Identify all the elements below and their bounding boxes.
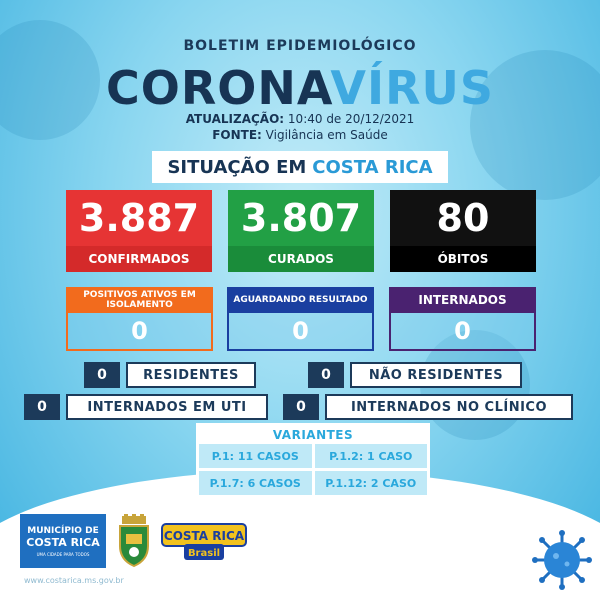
source-line [0, 128, 600, 142]
deaths-card [390, 190, 536, 272]
deaths-label: ÓBITOS [390, 246, 536, 272]
variants-title: VARIANTES [272, 428, 354, 442]
clinical-count: 0 [283, 394, 319, 420]
situation-banner [152, 151, 448, 183]
municipality-slogan: UMA CIDADE PARA TODOS [36, 551, 90, 557]
residents-pill [84, 361, 256, 389]
awaiting-label: AGUARDANDO RESULTADO [227, 287, 374, 313]
variant-item: P.1.12: 2 CASO [315, 471, 428, 495]
virus-icon [530, 528, 594, 592]
municipality-line2: COSTA RICA [26, 535, 100, 549]
recovered-card [228, 190, 374, 272]
isolation-card [66, 287, 213, 351]
bulletin-subtitle: BOLETIM EPIDEMIOLÓGICO [183, 38, 417, 54]
source-label: FONTE: [212, 128, 262, 142]
page-title [0, 60, 600, 116]
website-link[interactable]: www.costarica.ms.gov.br [24, 576, 124, 585]
confirmed-card [66, 190, 212, 272]
title-part-corona: CORONA [106, 61, 331, 115]
hospitalized-value: 0 [389, 313, 536, 351]
residents-label: RESIDENTES [126, 362, 256, 388]
recovered-value: 3.807 [228, 190, 374, 246]
update-value: 10:40 de 20/12/2021 [287, 112, 415, 126]
variant-item: P.1.2: 1 CASO [315, 444, 428, 468]
update-line [0, 112, 600, 126]
variant-item: P.1: 11 CASOS [199, 444, 312, 468]
awaiting-value: 0 [227, 313, 374, 351]
brand-line1: COSTA RICA [163, 529, 245, 543]
icu-label: INTERNADOS EM UTI [66, 394, 268, 420]
variant-item: P.1.7: 6 CASOS [199, 471, 312, 495]
update-label: ATUALIZAÇÃO: [185, 112, 285, 126]
hospitalized-label: INTERNADOS [389, 287, 536, 313]
variants-box [196, 423, 430, 499]
deaths-value: 80 [390, 190, 536, 246]
hospitalized-card [389, 287, 536, 351]
residents-count: 0 [84, 362, 120, 388]
municipality-line1: MUNICÍPIO DE [27, 525, 99, 536]
situation-prefix: SITUAÇÃO EM [167, 156, 307, 178]
situation-place: COSTA RICA [312, 156, 433, 178]
non-residents-label: NÃO RESIDENTES [350, 362, 522, 388]
city-crest-icon [114, 514, 154, 568]
clinical-pill [283, 393, 573, 421]
brand-line2: Brasil [187, 548, 221, 559]
icu-count: 0 [24, 394, 60, 420]
confirmed-label: CONFIRMADOS [66, 246, 212, 272]
clinical-label: INTERNADOS NO CLÍNICO [325, 394, 573, 420]
isolation-value: 0 [66, 313, 213, 351]
isolation-label: POSITIVOS ATIVOS EM ISOLAMENTO [66, 287, 213, 313]
awaiting-card [227, 287, 374, 351]
non-residents-count: 0 [308, 362, 344, 388]
municipality-logo [20, 514, 106, 568]
non-residents-pill [308, 361, 522, 389]
costa-rica-brasil-logo [160, 520, 248, 564]
confirmed-value: 3.887 [66, 190, 212, 246]
recovered-label: CURADOS [228, 246, 374, 272]
title-part-virus: VÍRUS [330, 61, 494, 115]
source-value: Vigilância em Saúde [265, 128, 388, 142]
icu-pill [24, 393, 268, 421]
